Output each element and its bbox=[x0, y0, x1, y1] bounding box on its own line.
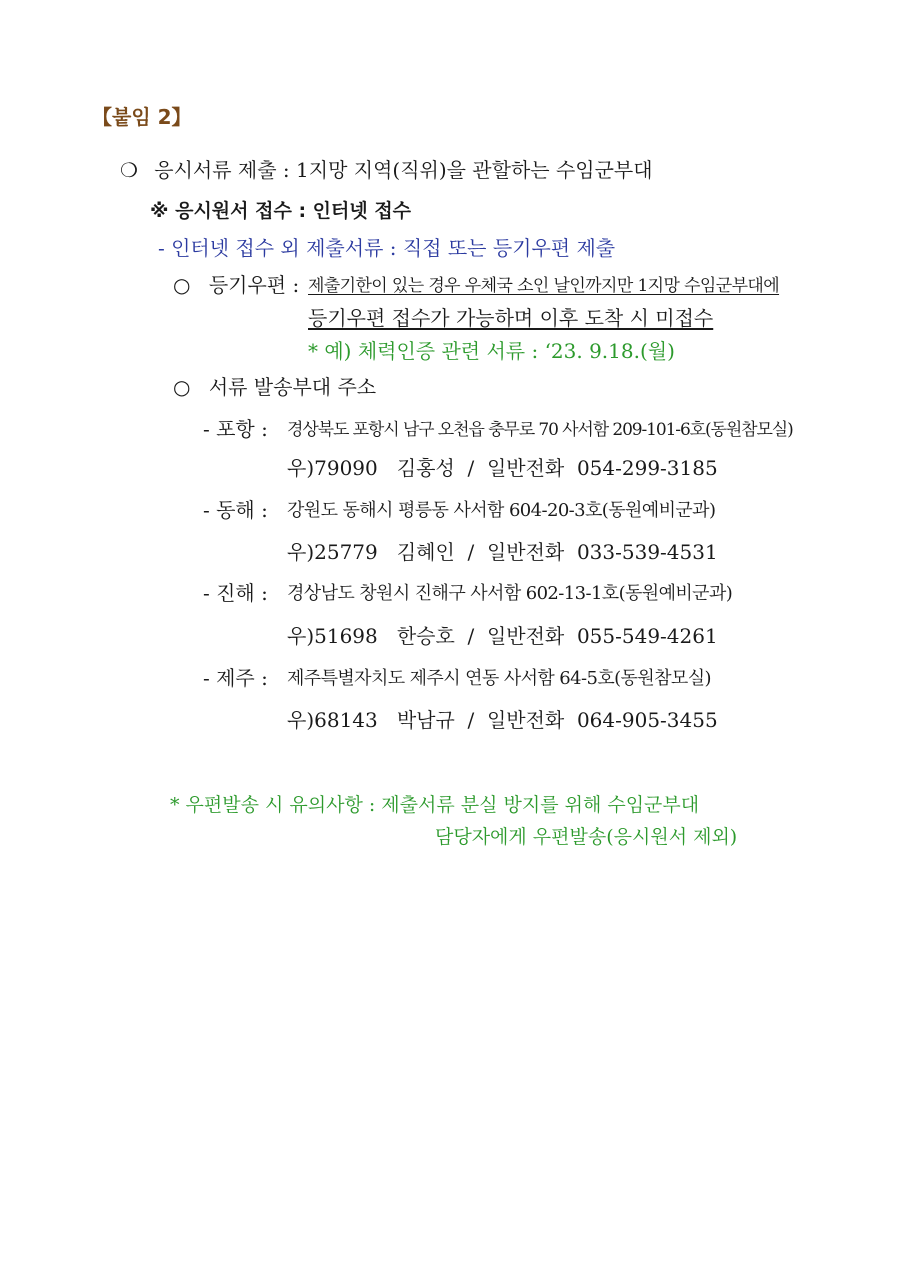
postal-notice-line-2: 담당자에게 우편발송(응시원서 제외) bbox=[435, 826, 738, 848]
contact-line-donghae: 우)25779 김혜인 / 일반전화 033-539-4531 bbox=[287, 540, 718, 564]
address-region-donghae: - 동해 : bbox=[203, 498, 268, 522]
address-region-jeju: - 제주 : bbox=[203, 666, 268, 690]
attachment-label: 【붙임 2】 bbox=[92, 105, 192, 129]
contact-line-jeju: 우)68143 박남규 / 일반전화 064-905-3455 bbox=[287, 708, 718, 732]
address-region-jinhae: - 진해 : bbox=[203, 581, 268, 605]
small-circle-bullet-icon: ○ bbox=[173, 273, 191, 297]
registered-mail-label: 등기우편 : bbox=[208, 273, 300, 297]
contact-line-jinhae: 우)51698 한승호 / 일반전화 055-549-4261 bbox=[287, 624, 718, 648]
submission-heading-row bbox=[120, 157, 653, 183]
fitness-cert-example: * 예) 체력인증 관련 서류 : ‘23. 9.18.(월) bbox=[308, 339, 675, 363]
address-line-jinhae: 경상남도 창원시 진해구 사서함 602-13-1호(동원예비군과) bbox=[287, 583, 733, 604]
other-documents-line: - 인터넷 접수 외 제출서류 : 직접 또는 등기우편 제출 bbox=[158, 236, 616, 260]
application-note: ※ 응시원서 접수 : 인터넷 접수 bbox=[150, 200, 412, 222]
address-heading-row bbox=[173, 374, 376, 400]
contact-line-pohang: 우)79090 김홍성 / 일반전화 054-299-3185 bbox=[287, 456, 718, 480]
small-circle-bullet-icon: ○ bbox=[173, 375, 191, 399]
address-region-pohang: - 포항 : bbox=[203, 417, 268, 441]
registered-mail-line-2: 등기우편 접수가 가능하며 이후 도착 시 미접수 bbox=[308, 306, 714, 330]
postal-notice-line-1: * 우편발송 시 유의사항 : 제출서류 분실 방지를 위해 수임군부대 bbox=[170, 794, 700, 816]
hollow-circle-bullet-icon: ❍ bbox=[120, 158, 138, 182]
registered-mail-line-1: 제출기한이 있는 경우 우체국 소인 날인까지만 1지망 수임군부대에 bbox=[308, 276, 780, 296]
submission-heading: 응시서류 제출 : 1지망 지역(직위)을 관할하는 수임군부대 bbox=[154, 158, 653, 182]
address-line-jeju: 제주특별자치도 제주시 연동 사서함 64-5호(동원참모실) bbox=[287, 668, 711, 689]
address-line-donghae: 강원도 동해시 평릉동 사서함 604-20-3호(동원예비군과) bbox=[287, 500, 716, 521]
address-heading: 서류 발송부대 주소 bbox=[208, 375, 377, 399]
address-line-pohang: 경상북도 포항시 남구 오천읍 충무로 70 사서함 209-101-6호(동원참모실) bbox=[287, 420, 793, 440]
registered-mail-row bbox=[173, 272, 299, 298]
